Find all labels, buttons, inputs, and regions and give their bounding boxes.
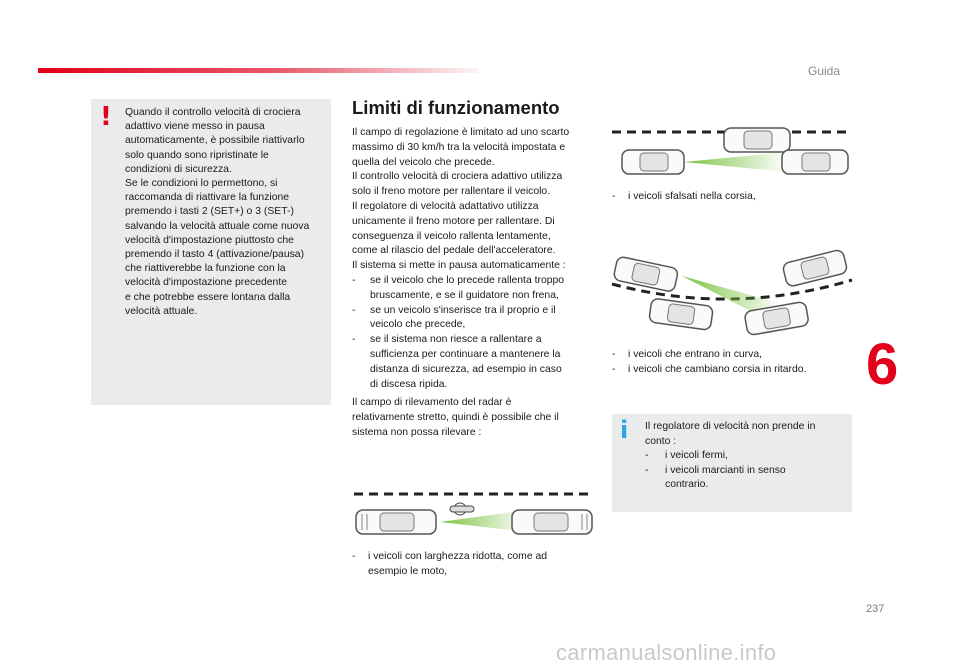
page-title: Limiti di funzionamento	[352, 97, 560, 118]
warning-line: velocità attuale.	[125, 305, 198, 317]
warning-line: che riattiverebbe la funzione con la	[125, 263, 286, 275]
warning-line: velocità d'impostazione piuttosto che	[125, 234, 294, 246]
header-accent-bar	[38, 68, 478, 73]
chapter-number: 6	[866, 332, 899, 397]
warning-line: raccomanda di riattivare la funzione	[125, 192, 290, 204]
warning-line: Se le condizioni lo permettono, si	[125, 178, 278, 190]
warning-line: e che potrebbe essere lontana dalla	[125, 291, 291, 303]
list-item: - i veicoli marcianti in senso	[645, 464, 786, 476]
car-icon	[782, 249, 848, 287]
body-line: Il regolatore di velocità adattativo utilizza	[352, 200, 539, 212]
curve-vehicles-diagram	[612, 246, 854, 340]
car-icon	[724, 128, 790, 152]
warning-line: condizioni di sicurezza.	[125, 163, 232, 175]
body-line: Il campo di rilevamento del radar è	[352, 397, 512, 408]
offset-vehicles-diagram	[612, 124, 854, 184]
warning-line: solo quando sono ripristinate le	[125, 149, 269, 161]
warning-line: Quando il controllo velocità di crociera	[125, 107, 301, 118]
section-title: Guida	[808, 64, 841, 78]
body-line: sistema non possa rilevare :	[352, 426, 482, 438]
info-icon: i	[620, 416, 629, 444]
offset-caption: - i veicoli sfalsati nella corsia,	[612, 191, 756, 202]
warning-text	[125, 106, 323, 319]
motorcycle-icon	[450, 503, 474, 515]
warning-line: premendo i tasti 2 (SET+) o 3 (SET-)	[125, 206, 294, 218]
main-body	[352, 126, 597, 392]
radar-paragraph	[352, 396, 597, 440]
body-line: conseguenza il veicolo rallenta lentamente,	[352, 230, 551, 242]
body-line: relativamente stretto, quindi è possibile che il	[352, 411, 559, 423]
warning-line: adattivo viene messo in pausa	[125, 121, 265, 133]
radar-beam	[684, 152, 787, 172]
car-icon	[649, 298, 714, 330]
motorcycle-diagram	[352, 488, 597, 544]
list-item: - se un veicolo s'inserisce tra il proprio e il veicolo che precede,	[352, 304, 556, 331]
watermark: carmanualsonline.info	[556, 640, 777, 665]
list-item: - i veicoli fermi,	[645, 450, 728, 462]
warning-line: velocità d'impostazione precedente	[125, 277, 287, 289]
car-icon	[782, 150, 848, 174]
warning-line: automaticamente, è possibile riattivarlo	[125, 135, 305, 147]
body-line: Il campo di regolazione è limitato ad uno scarto	[352, 127, 570, 138]
car-icon	[356, 510, 436, 534]
list-item: - se il veicolo che lo precede rallenta troppo bruscamente, e se il guidatore non frena,	[352, 274, 565, 301]
moto-caption: - i veicoli con larghezza ridotta, come ad esempio le moto,	[352, 551, 548, 577]
curve-caption: - i veicoli che entrano in curva, - i veicoli che cambiano corsia in ritardo.	[612, 349, 807, 375]
car-icon	[622, 150, 684, 174]
car-icon	[512, 510, 592, 534]
info-text: Il regolatore di velocità non prende in conto : - i veicoli fermi, - i veicoli marcianti in senso contrario.	[645, 420, 845, 493]
body-line: Il controllo velocità di crociera adattivo utilizza	[352, 171, 563, 183]
list-item: - se il sistema non riesce a rallentare a sufficienza per continuare a mantenere la distanza di sicurezza, ad esempio in caso di discesa ripida.	[352, 334, 562, 390]
body-line: quella del veicolo che precede.	[352, 156, 495, 168]
car-icon	[613, 256, 679, 292]
body-line: Il sistema si mette in pausa automaticamente :	[352, 260, 566, 272]
page-number: 237	[866, 603, 885, 615]
body-line: come al rilascio del pedale dell'acceleratore.	[352, 245, 556, 257]
body-line: massimo di 30 km/h tra la velocità impostata e	[352, 141, 566, 153]
body-line: unicamente il freno motore per rallentare. Di	[352, 215, 555, 227]
body-line: solo il freno motore per rallentare il veicolo.	[352, 186, 551, 198]
warning-line: premendo il tasto 4 (attivazione/pausa)	[125, 249, 305, 261]
warning-line: salvando la velocità attuale come nuova	[125, 220, 310, 232]
exclamation-icon: !	[100, 102, 112, 132]
